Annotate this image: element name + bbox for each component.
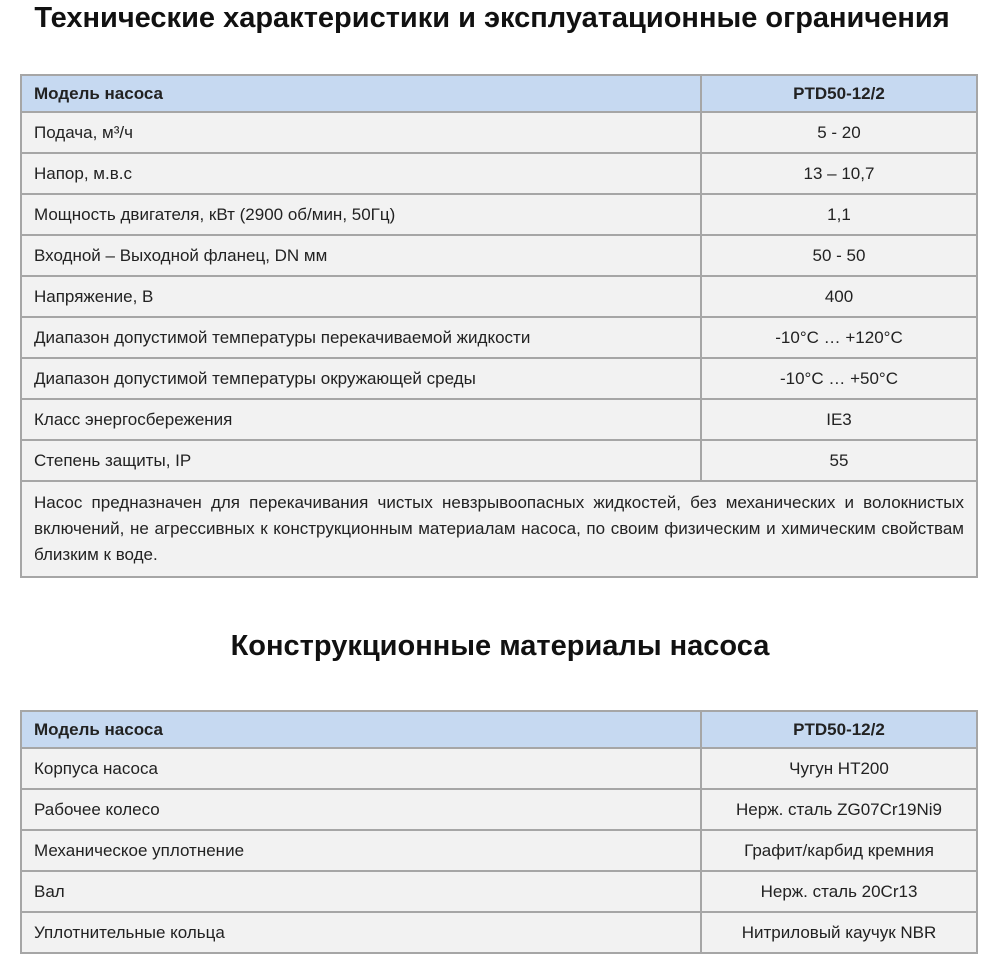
param-value: Нитриловый каучук NBR: [701, 912, 977, 953]
param-value: Нерж. сталь 20Cr13: [701, 871, 977, 912]
table-row: [21, 317, 977, 358]
param-label: Класс энергосбережения: [21, 399, 701, 440]
table-row: [21, 912, 977, 953]
table-row: [21, 789, 977, 830]
table-row: [21, 194, 977, 235]
section-title-materials: Конструкционные материалы насоса: [230, 630, 770, 662]
param-label: Диапазон допустимой температуры перекачиваемой жидкости: [21, 317, 701, 358]
table-row: [21, 153, 977, 194]
param-label: Корпуса насоса: [21, 748, 701, 789]
param-value: 13 – 10,7: [701, 153, 977, 194]
param-label: Степень защиты, IP: [21, 440, 701, 481]
table-row: [21, 235, 977, 276]
note-text: Насос предназначен для перекачивания чистых невзрывоопасных жидкостей, без механических и волокнистых включений, не агрессивных к конструкционным материалам насоса, по своим физическим и химическим свойствам близким к воде.: [21, 481, 977, 577]
param-label: Вал: [21, 871, 701, 912]
table-header-row: [21, 711, 977, 748]
param-value: -10°C … +50°C: [701, 358, 977, 399]
specs-table: [20, 74, 978, 578]
header-label: Модель насоса: [21, 711, 701, 748]
param-value: Чугун HT200: [701, 748, 977, 789]
param-label: Мощность двигателя, кВт (2900 об/мин, 50Гц): [21, 194, 701, 235]
table-header-row: [21, 75, 977, 112]
table-row: [21, 399, 977, 440]
param-label: Рабочее колесо: [21, 789, 701, 830]
note-row: [21, 481, 977, 577]
table-row: [21, 871, 977, 912]
param-value: 1,1: [701, 194, 977, 235]
param-value: Нерж. сталь ZG07Cr19Ni9: [701, 789, 977, 830]
materials-table: [20, 710, 978, 954]
table-row: [21, 830, 977, 871]
param-value: 50 - 50: [701, 235, 977, 276]
param-label: Механическое уплотнение: [21, 830, 701, 871]
table-row: [21, 440, 977, 481]
param-value: 400: [701, 276, 977, 317]
param-value: 5 - 20: [701, 112, 977, 153]
param-value: IE3: [701, 399, 977, 440]
param-label: Напряжение, В: [21, 276, 701, 317]
param-label: Подача, м³/ч: [21, 112, 701, 153]
header-label: Модель насоса: [21, 75, 701, 112]
param-label: Диапазон допустимой температуры окружающей среды: [21, 358, 701, 399]
param-label: Входной – Выходной фланец, DN мм: [21, 235, 701, 276]
param-label: Уплотнительные кольца: [21, 912, 701, 953]
param-label: Напор, м.в.с: [21, 153, 701, 194]
table-row: [21, 112, 977, 153]
header-model: PTD50-12/2: [701, 75, 977, 112]
param-value: Графит/карбид кремния: [701, 830, 977, 871]
section-title-specs: Технические характеристики и эксплуатационные ограничения: [34, 2, 950, 34]
table-row: [21, 358, 977, 399]
table-row: [21, 276, 977, 317]
param-value: 55: [701, 440, 977, 481]
param-value: -10°C … +120°C: [701, 317, 977, 358]
header-model: PTD50-12/2: [701, 711, 977, 748]
table-row: [21, 748, 977, 789]
